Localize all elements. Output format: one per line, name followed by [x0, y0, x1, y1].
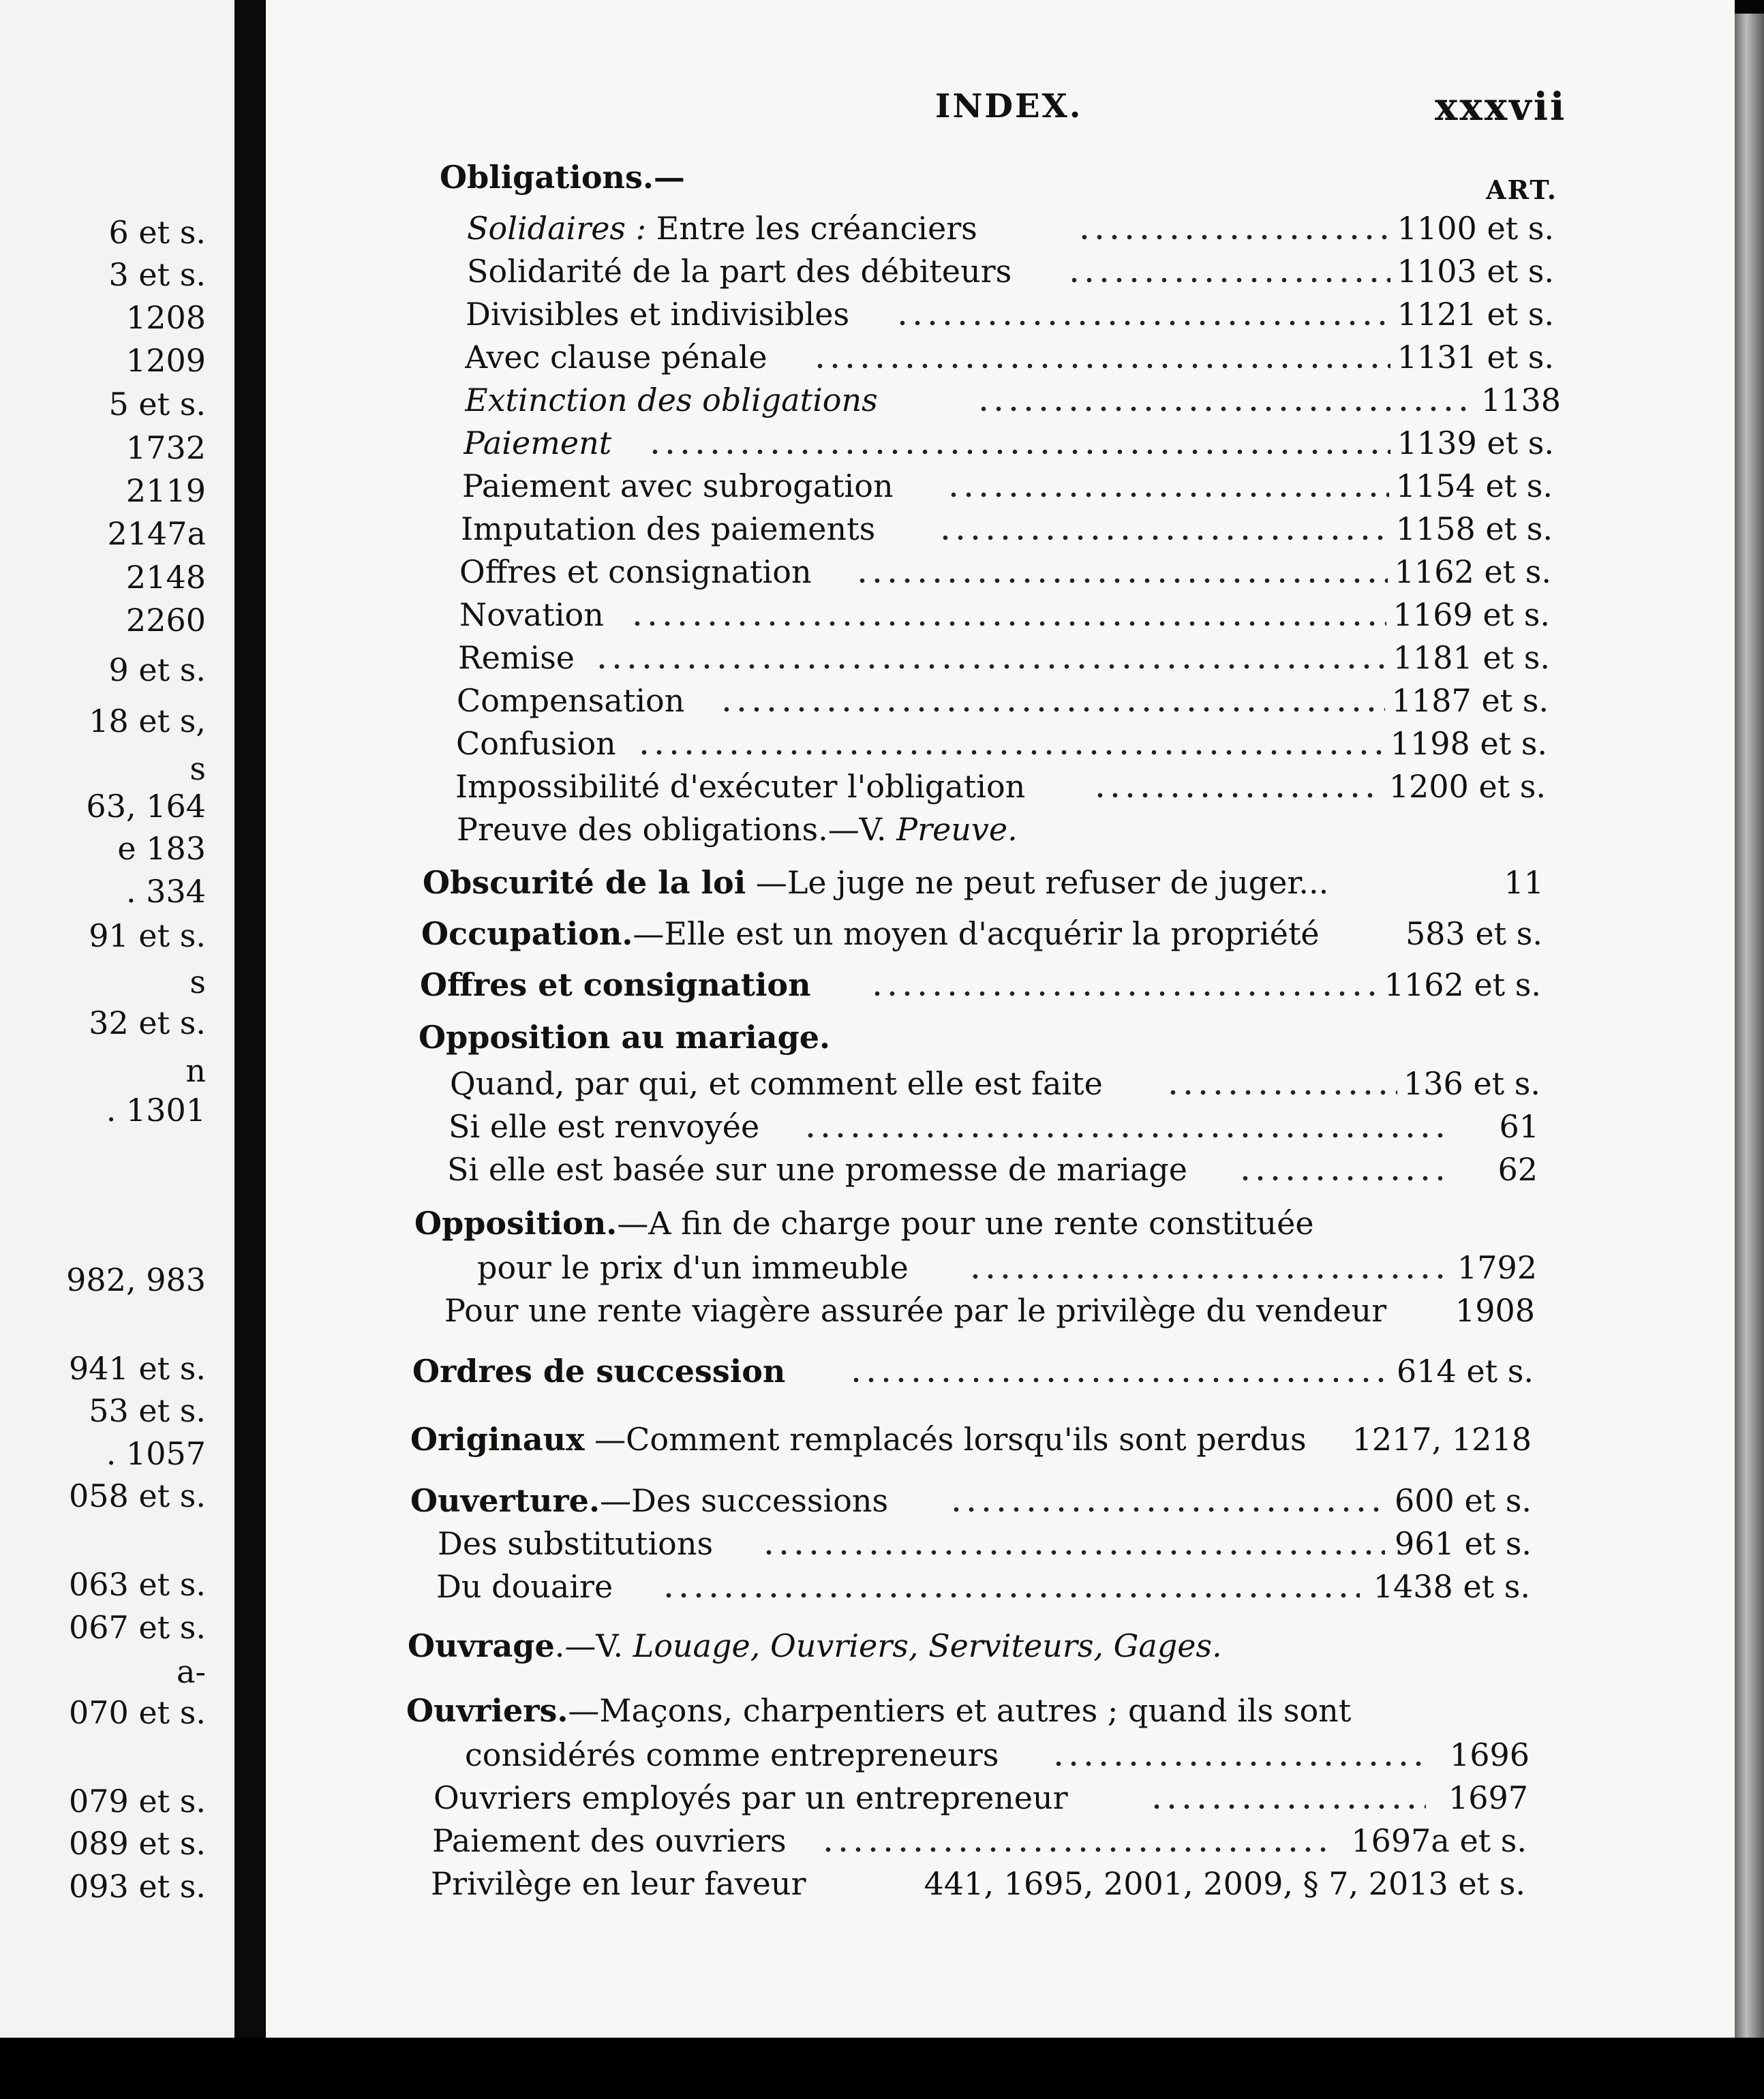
- index-entry: [448, 1106, 1539, 1147]
- entry-text: Paiement avec subrogation: [462, 468, 894, 504]
- left-ref: 2147a: [107, 515, 206, 552]
- index-entry: [436, 1566, 1530, 1607]
- article-ref: 62: [1493, 1149, 1538, 1190]
- entry-text: Du douaire: [436, 1568, 613, 1605]
- left-ref: 067 et s.: [69, 1609, 206, 1646]
- page-number: xxxvii: [1435, 85, 1567, 129]
- index-entry: [457, 680, 1549, 721]
- index-entry: [450, 1063, 1540, 1104]
- entry-text: Avec clause pénale: [465, 339, 767, 376]
- index-entry: [431, 1863, 1525, 1904]
- leader-dots: [1077, 208, 1390, 249]
- left-ref: 1732: [125, 429, 206, 466]
- leader-dots: [1093, 766, 1382, 807]
- entry-heading: Ouvrage: [408, 1627, 555, 1664]
- entry-text: Novation: [459, 596, 604, 633]
- article-ref: 1697a et s.: [1347, 1820, 1527, 1861]
- index-entry: [461, 508, 1553, 549]
- index-entry: [458, 637, 1550, 678]
- leader-dots: [976, 380, 1472, 420]
- leader-dots: [855, 551, 1388, 592]
- index-entry: [467, 208, 1554, 249]
- article-ref: 1139 et s.: [1393, 423, 1554, 463]
- article-ref: 136 et s.: [1399, 1063, 1540, 1104]
- leader-dots: [1051, 1734, 1427, 1775]
- left-ref: 058 et s.: [69, 1477, 206, 1514]
- index-entry: [462, 465, 1553, 506]
- entry-text: Entre les créanciers: [656, 210, 977, 247]
- entry-text: Imputation des paiements: [461, 510, 876, 547]
- leader-dots: [1238, 1149, 1442, 1190]
- page-title: INDEX.: [935, 87, 1083, 125]
- entry-heading: Offres et consignation: [420, 966, 811, 1003]
- index-entry: [406, 1690, 1531, 1731]
- article-ref: 1162 et s.: [1380, 964, 1541, 1005]
- index-entry: [410, 1419, 1532, 1460]
- entry-text: —Le juge ne peut refuser de juger...: [755, 864, 1329, 901]
- article-ref: 1158 et s.: [1392, 508, 1553, 549]
- entry-text: —A fin de charge pour une rente constituée: [617, 1205, 1314, 1242]
- entry-text: Extinction des obligations: [465, 382, 878, 418]
- index-entry: [463, 423, 1554, 463]
- left-ref: 32 et s.: [89, 1005, 206, 1041]
- leader-dots: [968, 1247, 1448, 1288]
- entry-text: .—V.: [554, 1627, 624, 1664]
- entry-heading: Opposition au mariage.: [419, 1019, 831, 1056]
- index-entry: [465, 1734, 1530, 1775]
- article-ref: 1103 et s.: [1393, 251, 1554, 292]
- entry-text: Si elle est renvoyée: [448, 1108, 760, 1145]
- article-ref: 1792: [1453, 1247, 1537, 1288]
- leader-dots: [594, 637, 1386, 678]
- entry-text: Paiement des ouvriers: [432, 1822, 787, 1859]
- article-ref: 1697: [1444, 1777, 1528, 1818]
- index-entry: [423, 862, 1544, 903]
- index-entry: [421, 913, 1542, 954]
- entry-text: —Maçons, charpentiers et autres ; quand ils sont: [568, 1692, 1352, 1729]
- entry-heading-obligations: Obligations.—: [440, 159, 685, 196]
- leader-dots: [637, 723, 1384, 764]
- article-ref: 1121 et s.: [1393, 294, 1554, 335]
- left-ref: 53 et s.: [89, 1392, 206, 1429]
- left-ref: a-: [177, 1653, 206, 1690]
- article-ref: 441, 1695, 2001, 2009, § 7, 2013 et s.: [920, 1863, 1525, 1904]
- entry-text: Ouvriers employés par un entrepreneur: [434, 1779, 1068, 1816]
- left-ref: 9 et s.: [108, 652, 206, 688]
- article-ref: 600 et s.: [1390, 1480, 1532, 1521]
- entry-heading: Originaux: [410, 1421, 585, 1458]
- see-reference: Preuve.: [896, 811, 1018, 848]
- leader-dots: [1149, 1777, 1426, 1818]
- article-column-label: ART.: [1486, 174, 1558, 205]
- left-ref: 982, 983: [66, 1261, 206, 1298]
- article-ref: 1162 et s.: [1390, 551, 1551, 592]
- left-ref: 093 et s.: [69, 1868, 206, 1905]
- article-ref: 1438 et s.: [1369, 1566, 1530, 1607]
- left-ref: 5 et s.: [108, 386, 206, 423]
- left-ref: n: [185, 1052, 206, 1089]
- leader-dots: [1166, 1063, 1397, 1104]
- article-ref: 1138: [1477, 380, 1561, 420]
- entry-heading: Ordres de succession: [412, 1353, 786, 1390]
- entry-text: Paiement: [463, 425, 612, 461]
- left-ref: s: [189, 964, 206, 1000]
- left-ref: 2148: [125, 559, 206, 596]
- leader-dots: [849, 1351, 1390, 1392]
- article-ref: 1908: [1451, 1290, 1535, 1331]
- entry-text: considérés comme entrepreneurs: [465, 1736, 999, 1773]
- scan-border: [0, 2038, 1764, 2099]
- index-entry: [465, 380, 1561, 420]
- left-ref: 1209: [125, 342, 206, 379]
- index-entry: [465, 337, 1554, 378]
- entry-text: Remise: [458, 639, 575, 676]
- left-page-fragment: [0, 0, 234, 2044]
- article-ref: 1181 et s.: [1389, 637, 1550, 678]
- article-ref: 583 et s.: [1401, 913, 1542, 954]
- left-ref: 089 et s.: [69, 1825, 206, 1862]
- leader-dots: [938, 508, 1389, 549]
- left-ref: 91 et s.: [89, 917, 206, 954]
- entry-text: Confusion: [456, 725, 616, 762]
- entry-text: Compensation: [457, 682, 685, 719]
- article-ref: 61: [1495, 1106, 1539, 1147]
- index-entry: [447, 1149, 1538, 1190]
- entry-text: pour le prix d'un immeuble: [477, 1249, 909, 1286]
- index-entry: [410, 1480, 1532, 1521]
- left-ref: 6 et s.: [108, 214, 206, 251]
- left-ref: 070 et s.: [69, 1694, 206, 1731]
- entry-heading: Obscurité de la loi: [423, 864, 746, 901]
- left-ref: 3 et s.: [108, 256, 206, 293]
- entry-heading: Ouvriers.: [406, 1692, 568, 1729]
- left-ref: 1208: [125, 299, 206, 336]
- article-ref: 11: [1500, 862, 1544, 903]
- index-entry: [456, 723, 1547, 764]
- entry-label: Solidaires :: [467, 210, 647, 247]
- leader-dots: [946, 465, 1389, 506]
- index-entry: [459, 551, 1551, 592]
- index-entry: [408, 1625, 1430, 1666]
- article-ref: 1100 et s.: [1393, 208, 1554, 249]
- entry-text: Solidarité de la part des débiteurs: [467, 253, 1012, 290]
- article-ref: 1187 et s.: [1388, 680, 1549, 721]
- left-ref: . 1301: [106, 1092, 206, 1129]
- left-ref: . 334: [125, 873, 206, 910]
- entry-text: —Des successions: [599, 1482, 889, 1519]
- index-entry: [477, 1247, 1537, 1288]
- left-ref: . 1057: [106, 1435, 206, 1472]
- entry-text: Impossibilité d'exécuter l'obligation: [455, 768, 1026, 805]
- article-ref: 1169 et s.: [1389, 594, 1550, 635]
- entry-text: —Elle est un moyen d'acquérir la propriété: [633, 915, 1320, 952]
- entry-text: Quand, par qui, et comment elle est faite: [450, 1065, 1103, 1102]
- index-entry: [438, 1523, 1532, 1564]
- leader-dots: [719, 680, 1385, 721]
- leader-dots: [949, 1480, 1385, 1521]
- article-ref: 1696: [1446, 1734, 1530, 1775]
- entry-text: Si elle est basée sur une promesse de mariage: [447, 1151, 1187, 1188]
- entry-text: —Comment remplacés lorsqu'ils sont perdus: [594, 1421, 1307, 1458]
- entry-heading: Occupation.: [421, 915, 633, 952]
- article-ref: 1198 et s.: [1386, 723, 1547, 764]
- index-entry: [466, 294, 1554, 335]
- index-entry: [419, 1017, 1100, 1058]
- index-page: [266, 0, 1735, 2038]
- leader-dots: [870, 964, 1378, 1005]
- article-ref: 961 et s.: [1390, 1523, 1532, 1564]
- book-gutter: [234, 0, 266, 2044]
- leader-dots: [1067, 251, 1390, 292]
- index-entry: [455, 766, 1546, 807]
- leader-dots: [630, 594, 1386, 635]
- left-ref: 18 et s,: [89, 703, 206, 739]
- index-entry: [414, 1203, 1539, 1244]
- index-entry: [420, 964, 1541, 1005]
- article-ref: 1217, 1218: [1348, 1419, 1532, 1460]
- article-ref: 1154 et s.: [1392, 465, 1553, 506]
- index-entry: [412, 1351, 1534, 1392]
- left-ref: s: [189, 750, 206, 787]
- left-ref: e 183: [117, 830, 206, 867]
- left-ref: 079 et s.: [69, 1783, 206, 1820]
- entry-text: Des substitutions: [438, 1525, 714, 1562]
- see-reference: Louage, Ouvriers, Serviteurs, Gages.: [633, 1627, 1222, 1664]
- leader-dots: [648, 423, 1390, 463]
- leader-dots: [821, 1820, 1333, 1861]
- leader-dots: [812, 337, 1390, 378]
- index-entry: [457, 809, 1411, 850]
- entry-text: Preuve des obligations.—V.: [457, 811, 887, 848]
- left-ref: 941 et s.: [69, 1350, 206, 1387]
- index-entry: [432, 1820, 1527, 1861]
- entry-text: Pour une rente viagère assurée par le privilège du vendeur: [444, 1292, 1387, 1329]
- entry-heading: Opposition.: [414, 1205, 618, 1242]
- left-ref: 063 et s.: [69, 1566, 206, 1603]
- leader-dots: [761, 1523, 1385, 1564]
- entry-text: Divisibles et indivisibles: [466, 296, 850, 333]
- index-entry: [459, 594, 1550, 635]
- article-ref: 1200 et s.: [1385, 766, 1546, 807]
- leader-dots: [803, 1106, 1444, 1147]
- left-ref: 2119: [125, 472, 206, 509]
- left-ref: 2260: [125, 602, 206, 639]
- article-ref: 1131 et s.: [1393, 337, 1554, 378]
- entry-text: Privilège en leur faveur: [431, 1865, 806, 1902]
- leader-dots: [661, 1566, 1360, 1607]
- index-entry: [444, 1290, 1535, 1331]
- left-ref: 63, 164: [86, 788, 206, 825]
- article-ref: 614 et s.: [1393, 1351, 1534, 1392]
- entry-text: Offres et consignation: [459, 553, 812, 590]
- page-edge: [1735, 14, 1764, 2038]
- entry-heading: Ouverture.: [410, 1482, 600, 1519]
- index-entry: [467, 251, 1554, 292]
- index-entry: [434, 1777, 1528, 1818]
- leader-dots: [895, 294, 1390, 335]
